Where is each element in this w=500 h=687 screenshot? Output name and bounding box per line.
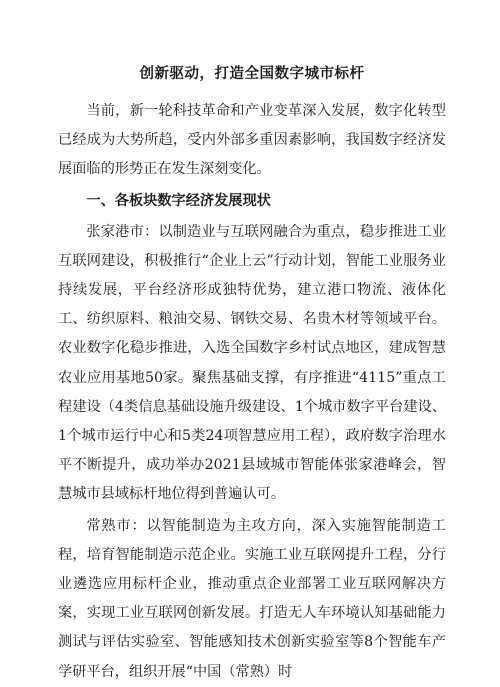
section-heading: 一、各板块数字经济发展现状 xyxy=(86,192,271,209)
paragraph-zhangjiagang: 张家港市：以制造业与互联网融合为重点，稳步推进工业互联网建设，积极推行“企业上云”行动计划，智能工业服务业持续发展，平台经济形成独特优势，建立港口物流、液体化工、纺织原料、粮油交易、钢铁交易、名贵木材等领域平台。农业数字化稳步推进，入选全国数字乡村试点地区，建成智慧农业应用基地50家。聚焦基础支撑，有序推进“4115”重点工程建设（4类信息基础设施升级建设、1个城市数字平台建设、1个城市运行中心和5类24项智慧应用工程），政府数字治理水平不断提升，成功举办2021县域城市智能体张家港峰会，智慧城市县域标杆地位得到普遍认可。 xyxy=(58,223,446,503)
document-title: 创新驱动，打造全国数字城市标杆 xyxy=(139,66,365,82)
intro-paragraph: 当前，新一轮科技革命和产业变革深入发展，数字化转型已经成为大势所趋，受内外部多重因素影响，我国数字经济发展面临的形势正在发生深刻变化。 xyxy=(58,103,446,178)
paragraph-changshu: 常熟市：以智能制造为主攻方向，深入实施智能制造工程，培育智能制造示范企业。实施工业互联网提升工程，分行业遴选应用标杆企业，推动重点企业部署工业互联网解决方案，实现工业互联网创新发展。打造无人车环境认知基础能力测试与评估实验室、智能感知技术创新实验室等8个智能车产学研平台，组织开展“中国（常熟）时 xyxy=(58,517,446,680)
